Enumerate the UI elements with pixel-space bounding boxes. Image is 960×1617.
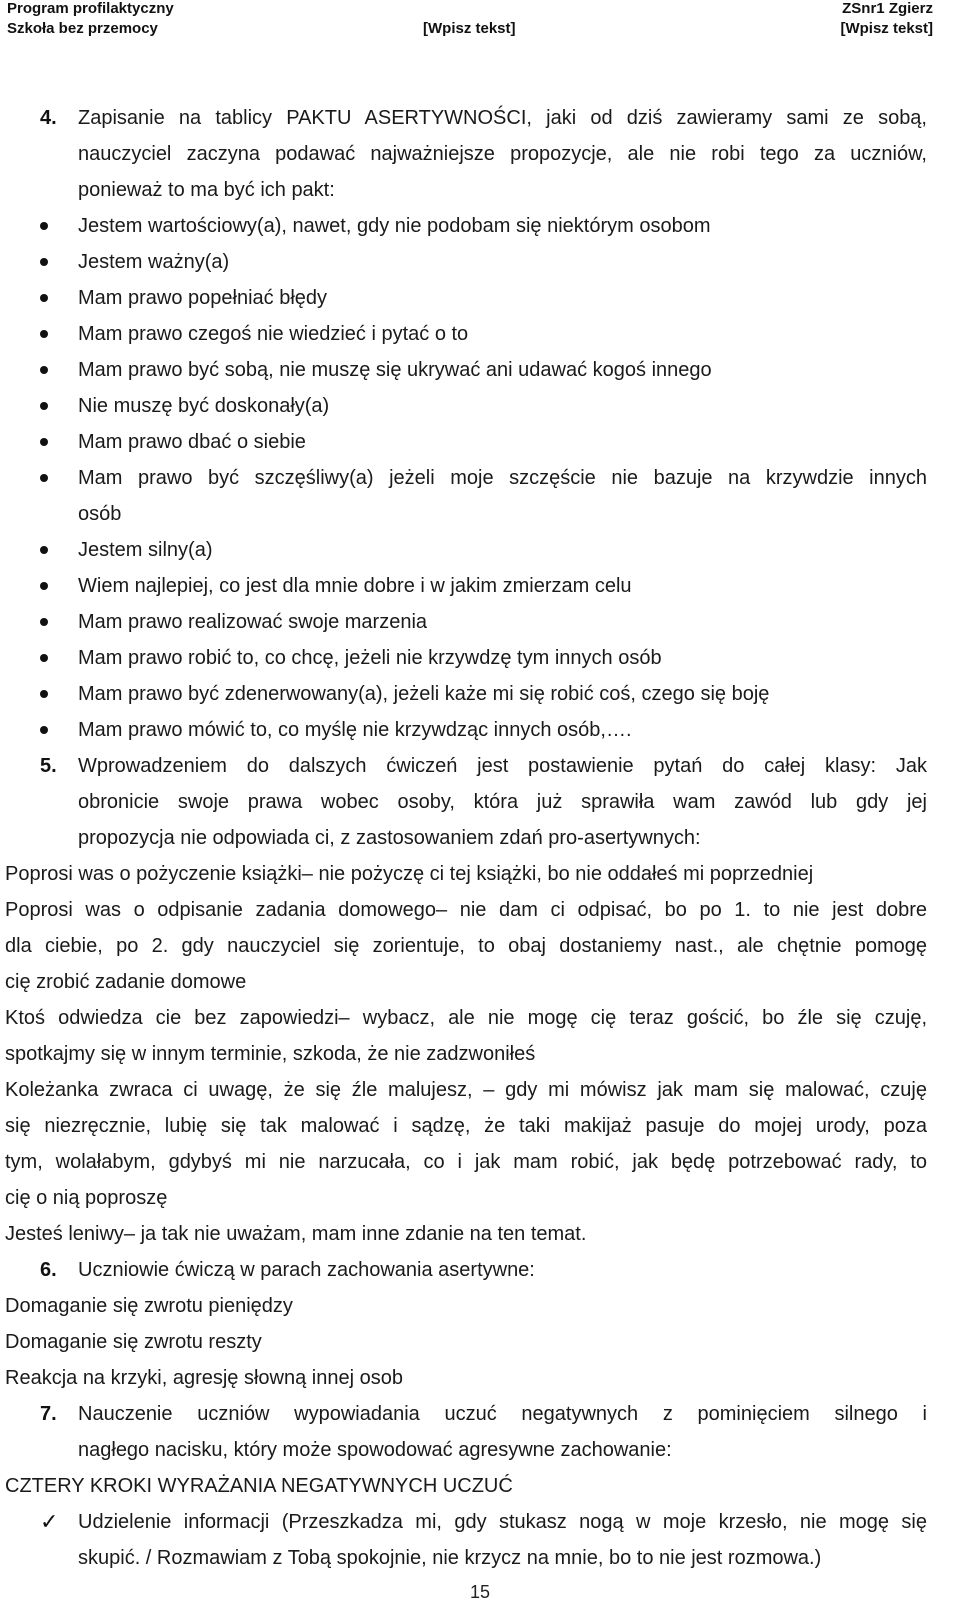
pact-item: Jestem wartościowy(a), nawet, gdy nie podobam się niektórym osobom — [78, 215, 711, 237]
bullet-icon — [40, 402, 48, 410]
section-5-number: 5. — [40, 755, 57, 777]
pact-item: Jestem silny(a) — [78, 539, 213, 561]
pact-item: Mam prawo dbać o siebie — [78, 431, 306, 453]
example-line: Poprosi was o odpisanie zadania domowego– nie dam ci odpisać, bo po 1. to nie jest dobre — [5, 899, 927, 921]
pact-item: Mam prawo być szczęśliwy(a) jeżeli moje szczęście nie bazuje na krzywdzie innych — [78, 467, 927, 489]
pact-item-continuation: osób — [78, 503, 122, 525]
bullet-icon — [40, 546, 48, 554]
bullet-icon — [40, 258, 48, 266]
page-number: 15 — [469, 1582, 491, 1602]
bullet-icon — [40, 474, 48, 482]
pact-item: Mam prawo popełniać błędy — [78, 287, 328, 309]
pact-item: Mam prawo być zdenerwowany(a), jeżeli każe mi się robić coś, czego się boję — [78, 683, 770, 705]
section-4-line-2: nauczyciel zaczyna podawać najważniejsze propozycje, ale nie robi tego za uczniów, — [78, 143, 927, 165]
bullet-icon — [40, 582, 48, 590]
section-6-number: 6. — [40, 1259, 57, 1281]
four-steps-heading: CZTERY KROKI WYRAŻANIA NEGATYWNYCH UCZUĆ — [5, 1475, 513, 1497]
pact-item: Mam prawo mówić to, co myślę nie krzywdząc innych osób,…. — [78, 719, 632, 741]
example-line: Koleżanka zwraca ci uwagę, że się źle malujesz, – gdy mi mówisz jak mam się malować, czuję — [5, 1079, 927, 1101]
section-4-line-3: ponieważ to ma być ich pakt: — [78, 179, 335, 201]
bullet-icon — [40, 294, 48, 302]
section-5-line-2: obronicie swoje prawa wobec osoby, która już sprawiła wam zawód lub gdy jej — [78, 791, 927, 813]
pact-item: Jestem ważny(a) — [78, 251, 230, 273]
bullet-icon — [40, 366, 48, 374]
section-7-line-2: nagłego nacisku, który może spowodować agresywne zachowanie: — [78, 1439, 672, 1461]
pact-item: Mam prawo czegoś nie wiedzieć i pytać o to — [78, 323, 469, 345]
exercise-item: Domaganie się zwrotu reszty — [5, 1331, 262, 1353]
bullet-icon — [40, 654, 48, 662]
header-program-subtitle: Szkoła bez przemocy — [7, 20, 158, 37]
header-center-placeholder: [Wpisz tekst] — [423, 20, 516, 37]
header-program-title: Program profilaktyczny — [7, 0, 174, 17]
bullet-icon — [40, 330, 48, 338]
example-line: dla ciebie, po 2. gdy nauczyciel się zorientuje, to obaj dostaniemy nast., ale chętnie pomogę — [5, 935, 927, 957]
step-line: Udzielenie informacji (Przeszkadza mi, gdy stukasz nogą w moje krzesło, nie mogę się — [78, 1511, 927, 1533]
bullet-icon — [40, 222, 48, 230]
header-school-name: ZSnr1 Zgierz — [842, 0, 933, 17]
pact-item: Wiem najlepiej, co jest dla mnie dobre i w jakim zmierzam celu — [78, 575, 632, 597]
example-line: Ktoś odwiedza cie bez zapowiedzi– wybacz, ale nie mogę cię teraz gościć, bo źle się czuję, — [5, 1007, 927, 1029]
pact-item: Nie muszę być doskonały(a) — [78, 395, 330, 417]
section-4-number: 4. — [40, 107, 57, 129]
bullet-icon — [40, 618, 48, 626]
exercise-item: Reakcja na krzyki, agresję słowną innej osob — [5, 1367, 403, 1389]
section-5-line-3: propozycja nie odpowiada ci, z zastosowaniem zdań pro-asertywnych: — [78, 827, 701, 849]
section-4-line-1: Zapisanie na tablicy PAKTU ASERTYWNOŚCI, jaki od dziś zawieramy sami ze sobą, — [78, 107, 927, 129]
exercise-item: Domaganie się zwrotu pieniędzy — [5, 1295, 293, 1317]
bullet-icon — [40, 726, 48, 734]
bullet-icon — [40, 438, 48, 446]
example-line: Jesteś leniwy– ja tak nie uważam, mam inne zdanie na ten temat. — [5, 1223, 587, 1245]
section-7-line-1: Nauczenie uczniów wypowiadania uczuć negatywnych z pominięciem silnego i — [78, 1403, 927, 1425]
pact-item: Mam prawo być sobą, nie muszę się ukrywać ani udawać kogoś innego — [78, 359, 712, 381]
example-line: spotkajmy się w innym terminie, szkoda, że nie zadzwoniłeś — [5, 1043, 536, 1065]
pact-item: Mam prawo robić to, co chcę, jeżeli nie krzywdzę tym innych osób — [78, 647, 662, 669]
example-line: cię zrobić zadanie domowe — [5, 971, 247, 993]
section-7-number: 7. — [40, 1403, 57, 1425]
page-header — [0, 0, 960, 50]
pact-item: Mam prawo realizować swoje marzenia — [78, 611, 428, 633]
section-6-title: Uczniowie ćwiczą w parach zachowania asertywne: — [78, 1259, 535, 1281]
example-line: Poprosi was o pożyczenie książki– nie pożyczę ci tej książki, bo nie oddałeś mi poprzedniej — [5, 863, 814, 885]
checkmark-icon: ✓ — [40, 1509, 59, 1534]
bullet-icon — [40, 690, 48, 698]
step-line: skupić. / Rozmawiam z Tobą spokojnie, nie krzycz na mnie, bo to nie jest rozmowa.) — [78, 1547, 822, 1569]
header-right-placeholder: [Wpisz tekst] — [840, 20, 933, 37]
section-5-line-1: Wprowadzeniem do dalszych ćwiczeń jest postawienie pytań do całej klasy: Jak — [78, 755, 927, 777]
example-line: tym, wolałabym, gdybyś mi nie narzucała, co i jak mam robić, jak będę potrzebować rady, to — [5, 1151, 927, 1173]
example-line: cię o nią poproszę — [5, 1187, 168, 1209]
example-line: się niezręcznie, lubię się tak malować i sądzę, że taki makijaż pasuje do mojej urody, poza — [5, 1115, 927, 1137]
